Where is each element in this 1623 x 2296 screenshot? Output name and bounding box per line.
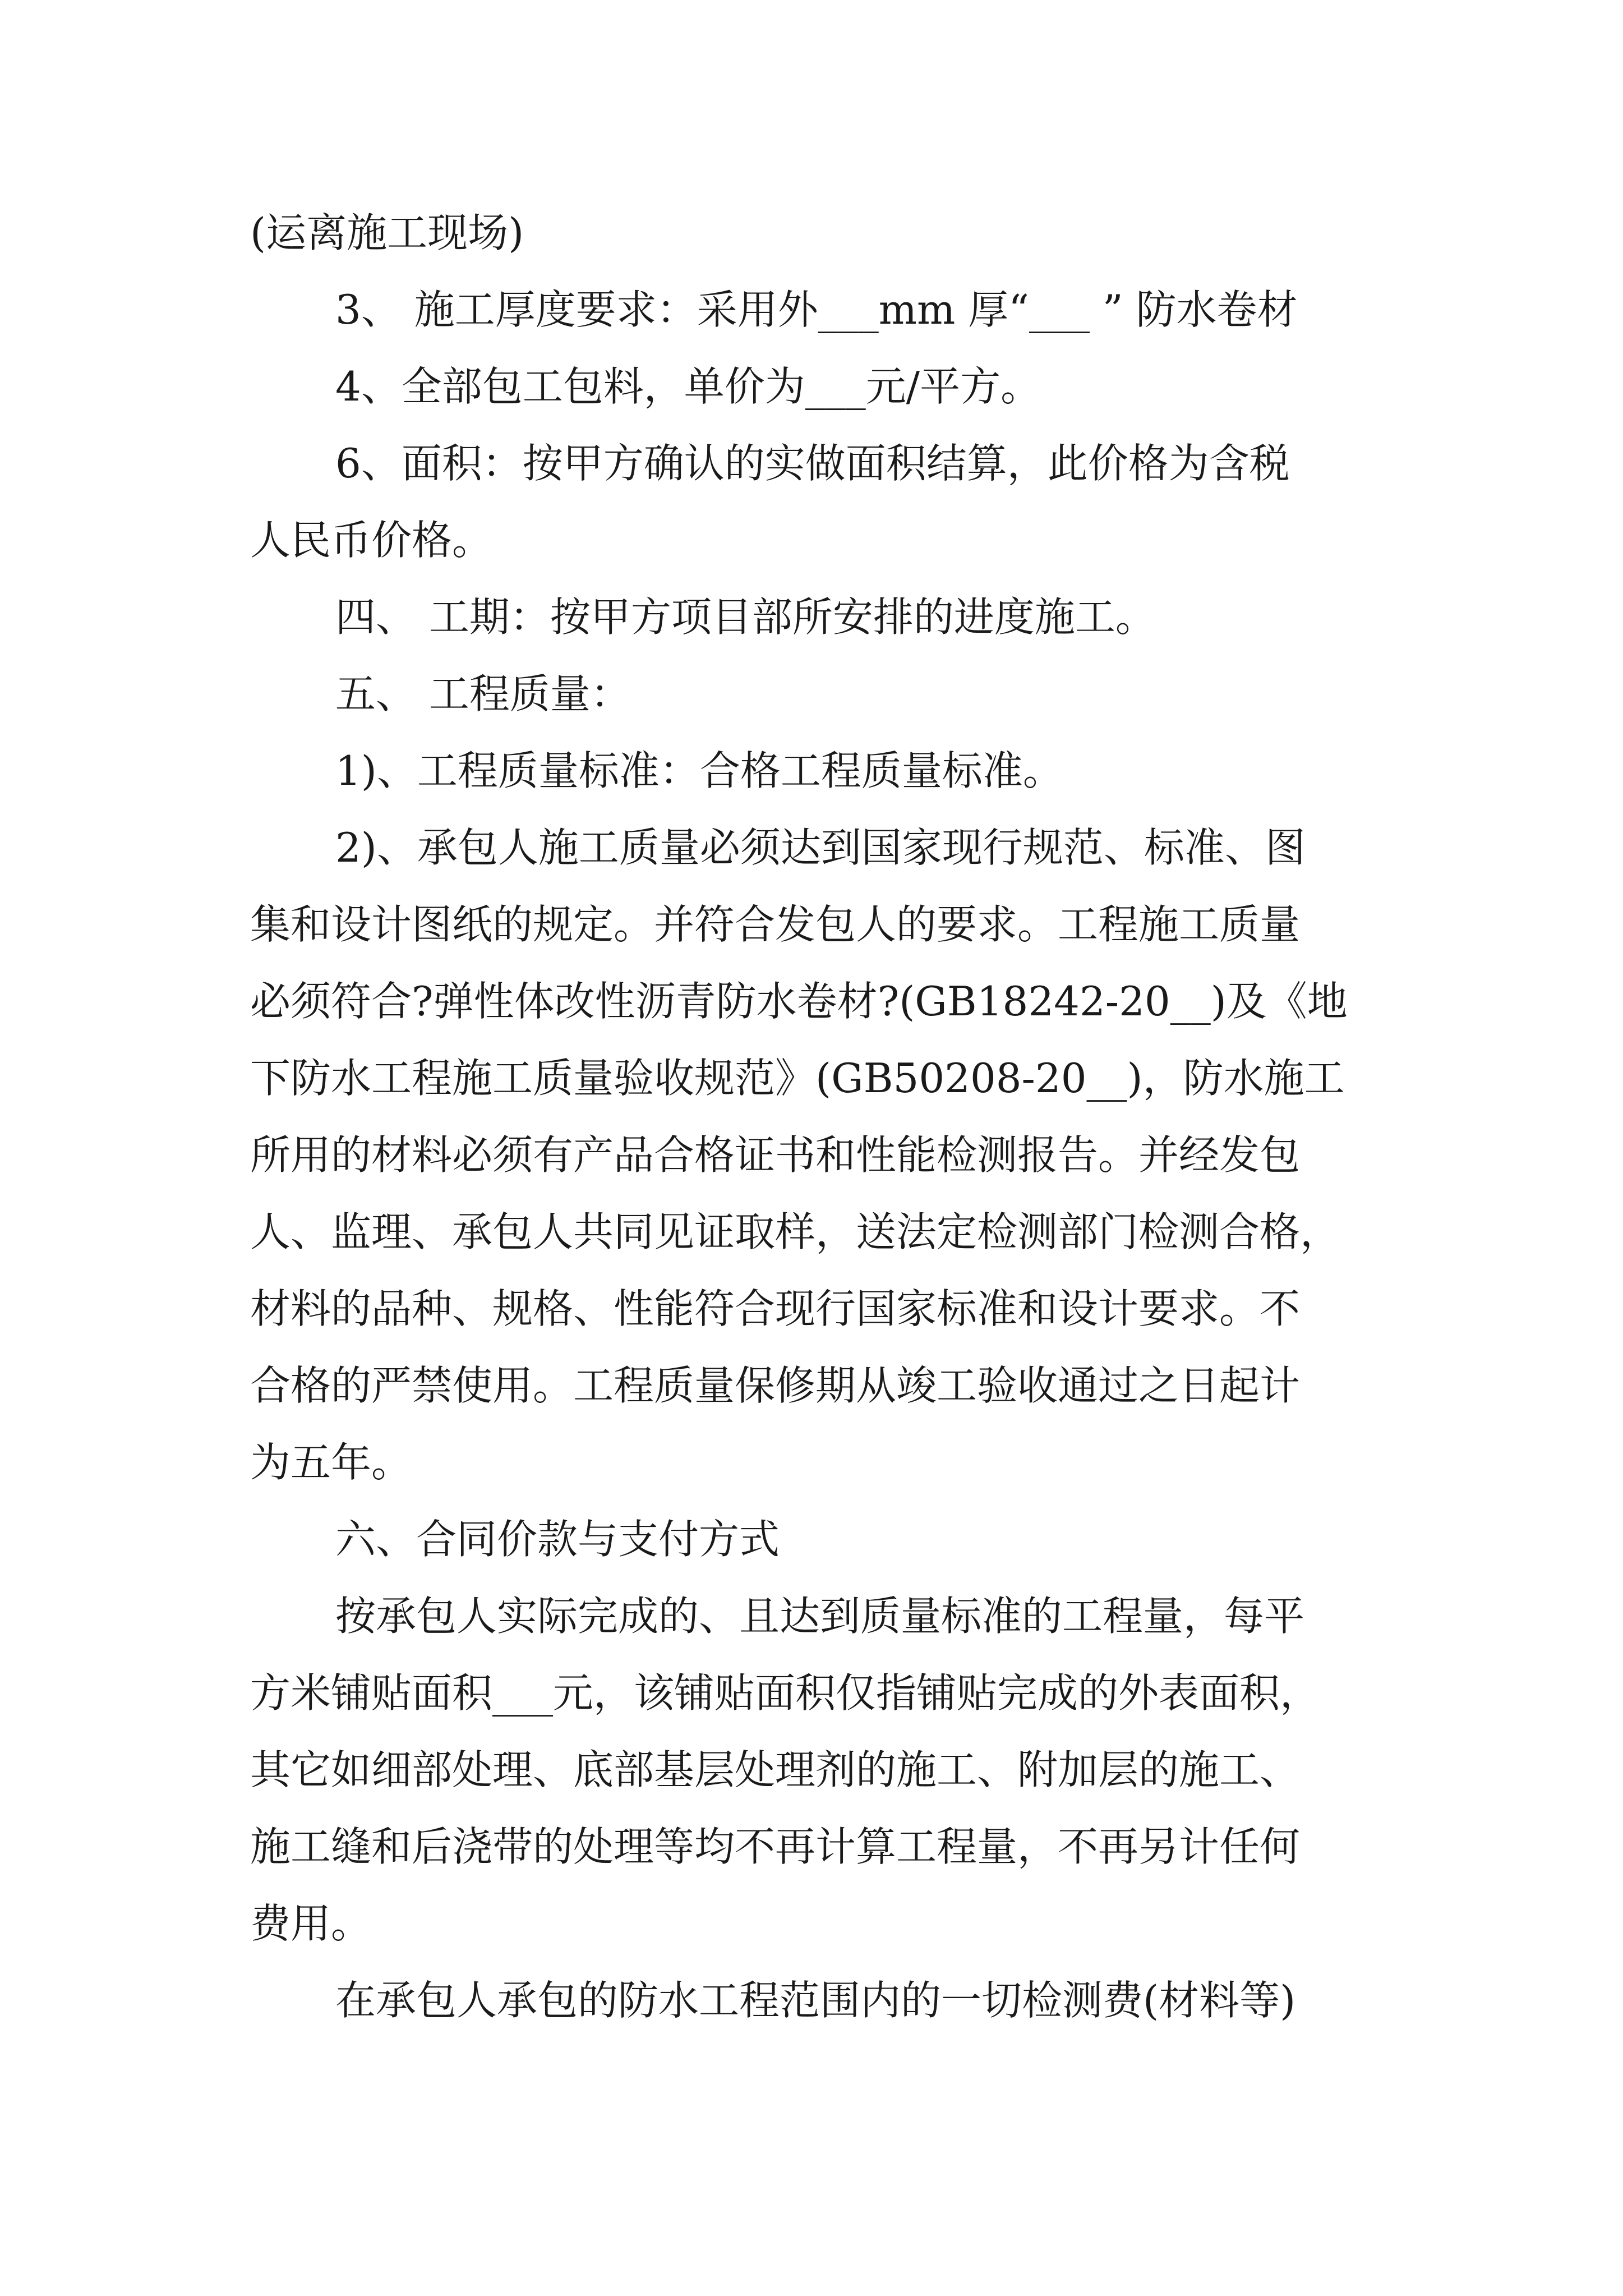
text-line: 4、全部包工包料，单价为___元/平方。: [335, 363, 1041, 410]
text-line: 人、监理、承包人共同见证取样，送法定检测部门检测合格，: [250, 1208, 1341, 1255]
text-line: 施工缝和后浇带的处理等均不再计算工程量，不再另计任何: [250, 1823, 1301, 1870]
text-line: 其它如细部处理、底部基层处理剂的施工、附加层的施工、: [250, 1746, 1301, 1793]
text-line: (运离施工现场): [250, 209, 524, 256]
text-line: 下防水工程施工质量验收规范》(GB50208-20__)，防水施工: [250, 1055, 1345, 1102]
text-line: 五、 工程质量：: [335, 670, 631, 717]
text-line: 6、面积：按甲方确认的实做面积结算，此价格为含税: [335, 440, 1290, 487]
text-line: 2)、承包人施工质量必须达到国家现行规范、标准、图: [335, 824, 1306, 871]
text-line: 合格的严禁使用。工程质量保修期从竣工验收通过之日起计: [250, 1362, 1301, 1409]
text-line: 在承包人承包的防水工程范围内的一切检测费(材料等): [335, 1977, 1296, 2024]
text-line: 四、 工期：按甲方项目部所安排的进度施工。: [335, 593, 1156, 641]
text-line: 按承包人实际完成的、且达到质量标准的工程量，每平: [335, 1593, 1305, 1640]
text-line: 材料的品种、规格、性能符合现行国家标准和设计要求。不: [250, 1285, 1301, 1332]
text-line: 集和设计图纸的规定。并符合发包人的要求。工程施工质量: [250, 901, 1301, 948]
text-line: 所用的材料必须有产品合格证书和性能检测报告。并经发包: [250, 1131, 1301, 1179]
text-line: 1)、工程质量标准：合格工程质量标准。: [335, 747, 1063, 794]
text-line: 3、 施工厚度要求：采用外___mm 厚“___ ” 防水卷材: [335, 286, 1298, 333]
text-line: 为五年。: [250, 1439, 412, 1486]
text-line: 方米铺贴面积___元，该铺贴面积仅指铺贴完成的外表面积，: [250, 1669, 1321, 1717]
text-line: 必须符合?弹性体改性沥青防水卷材?(GB18242-20__)及《地: [250, 978, 1348, 1025]
text-line: 六、合同价款与支付方式: [335, 1516, 780, 1563]
text-line: 人民币价格。: [250, 517, 493, 564]
text-line: 费用。: [250, 1900, 372, 1947]
